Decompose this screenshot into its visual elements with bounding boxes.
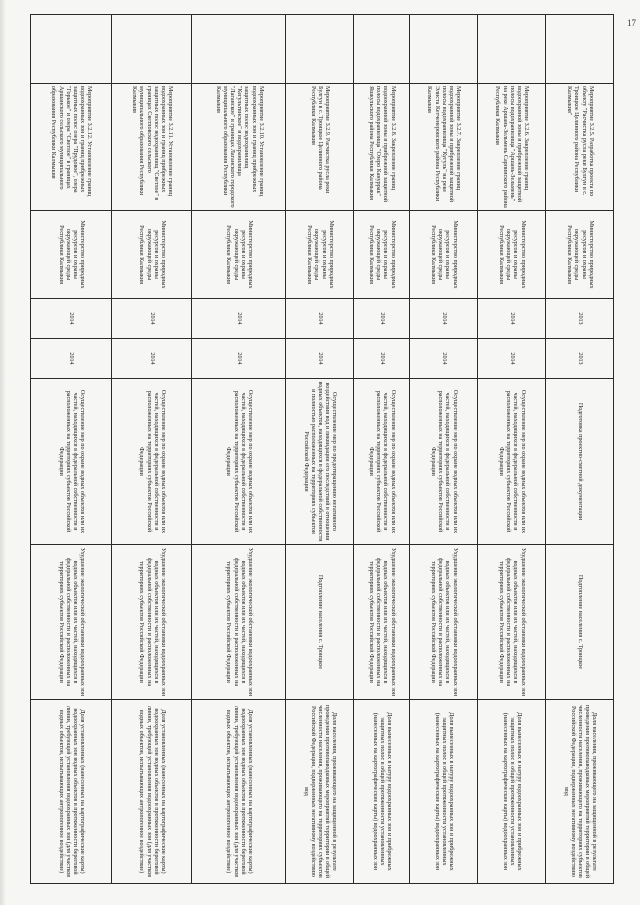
indicator-cell: Доля вынесенных в натуру водоохранных зон и прибрежных защитных полос в общей протяженности установленных (нанесенных на картографические карты) водоохранных зон: [409, 700, 477, 884]
indicator-cell: Доля установленных (нанесенных на картографические карты) водоохранных зон водных объектов в протяженности береговой линии, требующей установления водоохранных зон (для участков водных объектов, испытывающих антропогенное воздействие): [192, 700, 285, 884]
expected-result-cell: Осуществление мер по охране водных объектов или их частей, находящихся в федеральной собственности и расположенных на территориях субъектов Российской Федерации: [192, 379, 285, 545]
expected-result-cell: Подготовка проектно-сметной документации: [545, 379, 613, 545]
table-body: [31, 15, 614, 884]
table-row: [111, 15, 192, 884]
start-year-cell: 2014: [192, 299, 285, 339]
indicator-cell: Доля вынесенных в натуру водоохранных зон и прибрежных защитных полос в общей протяженности установленных (нанесенных на картографические карты) водоохранных зон: [477, 700, 545, 884]
consequence-cell: Подтопление населения с. Троицкое: [285, 545, 353, 700]
start-year-cell: 2014: [285, 299, 353, 339]
end-year-cell: 2013: [545, 339, 613, 379]
consequence-cell: Ухудшение экологической обстановки водоохранных зон водных объектов или их частей, находящихся в федеральной собственности и расположенных на территориях субъектов Российской Федерации: [31, 545, 112, 700]
expected-result-cell: Осуществление мер по предотвращению негативного воздействия вод и ликвидации его последствий в отношении водных объектов, находящихся в федеральной собственности и полностью расположенных на территориях субъектов Российской Федерации: [285, 379, 353, 545]
event-cell: Мероприятие 3.2.9. Расчистка русла реки Булгун в с. Троицкое Целинного района Республики Калмыкия: [285, 84, 353, 211]
executor-cell: Министерство природных ресурсов и охраны окружающей среды Республики Калмыкия: [545, 211, 613, 299]
indicator-cell: Доля вынесенных в натуру водоохранных зон и прибрежных защитных полос в общей протяженности установленных (нанесенных на картографические карты) водоохранных зон: [353, 700, 409, 884]
event-cell: Мероприятие 3.2.5. Разработка проекта по объекту "Расчистка русла реки Булгун в с. Троицкое Целинного района Республики Калмыкия": [545, 84, 613, 211]
end-year-cell: 2014: [477, 339, 545, 379]
event-cell: Мероприятие 3.2.8. Закрепление границ водоохранной зоны и прибрежной защитной полосы водохранилища "Озеро Кануррак" Яшкульского района Республики Калмыкия: [353, 84, 409, 211]
consequence-cell: Ухудшение экологической обстановки водоохранных зон водных объектов или их частей, находящихся в федеральной собственности и расположенных на территориях субъектов Российской Федерации: [353, 545, 409, 700]
expected-result-cell: Осуществление мер по охране водных объектов или их частей, находящихся в федеральной собственности и расположенных на территориях субъектов Российской Федерации: [409, 379, 477, 545]
blank-cell: [545, 15, 613, 84]
blank-cell: [353, 15, 409, 84]
start-year-cell: 2014: [31, 299, 112, 339]
table-row: [285, 15, 353, 884]
page-number: 17: [627, 18, 636, 28]
indicator-cell: Доля населения, проживающего на защищенной в результате проведения противопаводковых мероприятий территории в общей численности населения, проживающего на территориях субъектов Российской Федерации, подверженных негативному воздействию вод: [285, 700, 353, 884]
event-cell: Мероприятие 3.2.11. Установление границ водоохранных зон и границ прибрежных защитных полос водохранилищ "Светлое" в границах Светловского сельского муниципального образования Республики Калмыкия: [111, 84, 192, 211]
end-year-cell: 2014: [353, 339, 409, 379]
expected-result-cell: Осуществление мер по охране водных объектов или их частей, находящихся в федеральной собственности и расположенных на территориях субъектов Российской Федерации: [31, 379, 112, 545]
expected-result-cell: Осуществление мер по охране водных объектов или их частей, находящихся в федеральной собственности и расположенных на территориях субъектов Российской Федерации: [111, 379, 192, 545]
blank-cell: [409, 15, 477, 84]
executor-cell: Министерство природных ресурсов и охраны окружающей среды Республики Калмыкия: [111, 211, 192, 299]
consequence-cell: Ухудшение экологической обстановки водоохранных зон водных объектов или их частей, находящихся в федеральной собственности и расположенных на территориях субъектов Российской Федерации: [409, 545, 477, 700]
program-events-table: [30, 14, 614, 884]
indicator-cell: Доля населения, проживающего на защищенной в результате проведения противопаводковых мероприятий территории в общей численности населения, проживающего на территориях субъектов Российской Федерации, подверженных негативному воздействию вод: [545, 700, 613, 884]
start-year-cell: 2014: [111, 299, 192, 339]
blank-cell: [285, 15, 353, 84]
executor-cell: Министерство природных ресурсов и охраны окружающей среды Республики Калмыкия: [285, 211, 353, 299]
consequence-cell: Подтопление населения с. Троицкое: [545, 545, 613, 700]
executor-cell: Министерство природных ресурсов и охраны окружающей среды Республики Калмыкия: [409, 211, 477, 299]
executor-cell: Министерство природных ресурсов и охраны окружающей среды Республики Калмыкия: [192, 211, 285, 299]
end-year-cell: 2014: [409, 339, 477, 379]
end-year-cell: 2014: [192, 339, 285, 379]
table-row: [477, 15, 545, 884]
blank-cell: [192, 15, 285, 84]
table-row: [31, 15, 112, 884]
end-year-cell: 2014: [31, 339, 112, 379]
table-row: [192, 15, 285, 884]
executor-cell: Министерство природных ресурсов и охраны окружающей среды Республики Калмыкия: [31, 211, 112, 299]
table-row: [353, 15, 409, 884]
expected-result-cell: Осуществление мер по охране водных объектов или их частей, находящихся в федеральной собственности и расположенных на территориях субъектов Российской Федерации: [353, 379, 409, 545]
end-year-cell: 2014: [285, 339, 353, 379]
blank-cell: [111, 15, 192, 84]
rotated-table-container: [30, 14, 614, 883]
indicator-cell: Доля установленных (нанесенных на картографические карты) водоохранных зон водных объектов в протяженности береговой линии, требующей установления водоохранных зон (для участков водных объектов, испытывающих антропогенное воздействие): [31, 700, 112, 884]
consequence-cell: Ухудшение экологической обстановки водоохранных зон водных объектов или их частей, находящихся в федеральной собственности и расположенных на территориях субъектов Российской Федерации: [111, 545, 192, 700]
event-cell: Мероприятие 3.2.6. Закрепление границ водоохранной зоны и прибрежной защитной полосы водохранилища "Аршань-Зельмень" на реке Аршань-Зельмень Сарпинского района Республики Калмыкия: [477, 84, 545, 211]
event-cell: Мероприятие 3.2.10. Установление границ водоохранных зон и границ прибрежных защитных полос водохранилищ "Кегультинское" и водохранилища "Лаганское" в границах Лаганского городского муниципального образования Республики Калмыкия: [192, 84, 285, 211]
end-year-cell: 2014: [111, 339, 192, 379]
executor-cell: Министерство природных ресурсов и охраны окружающей среды Республики Калмыкия: [353, 211, 409, 299]
start-year-cell: 2013: [545, 299, 613, 339]
start-year-cell: 2014: [477, 299, 545, 339]
consequence-cell: Ухудшение экологической обстановки водоохранных зон водных объектов или их частей, находящихся в федеральной собственности и расположенных на территориях субъектов Российской Федерации: [477, 545, 545, 700]
blank-cell: [477, 15, 545, 84]
expected-result-cell: Осуществление мер по охране водных объектов или их частей, находящихся в федеральной собственности и расположенных на территориях субъектов Российской Федерации: [477, 379, 545, 545]
indicator-cell: Доля установленных (нанесенных на картографические карты) водоохранных зон водных объектов в протяженности береговой линии, требующей установления водоохранных зон (для участков водных объектов, испытывающих антропогенное воздействие): [111, 700, 192, 884]
consequence-cell: Ухудшение экологической обстановки водоохранных зон водных объектов или их частей, находящихся в федеральной собственности и расположенных на территориях субъектов Российской Федерации: [192, 545, 285, 700]
scan-edge-shadow: [0, 0, 6, 905]
event-cell: Мероприятие 3.2.12. Установление границ водоохранных зон и границ прибрежных защитных полос озера "Прудовое", озера "Горькое" и озера "Светлое" в границах Аршанского сельского муниципального образования Республики Калмыкия: [31, 84, 112, 211]
executor-cell: Министерство природных ресурсов и охраны окружающей среды Республики Калмыкия: [477, 211, 545, 299]
table-row: [545, 15, 613, 884]
start-year-cell: 2014: [409, 299, 477, 339]
blank-cell: [31, 15, 112, 84]
table-row: [409, 15, 477, 884]
start-year-cell: 2014: [353, 299, 409, 339]
event-cell: Мероприятие 3.2.7. Закрепление границ водоохранной зоны и прибрежной защитной полосы водохранилища "Кугуль" на реке Элиста Кетченеровского района Республики Калмыкия: [409, 84, 477, 211]
